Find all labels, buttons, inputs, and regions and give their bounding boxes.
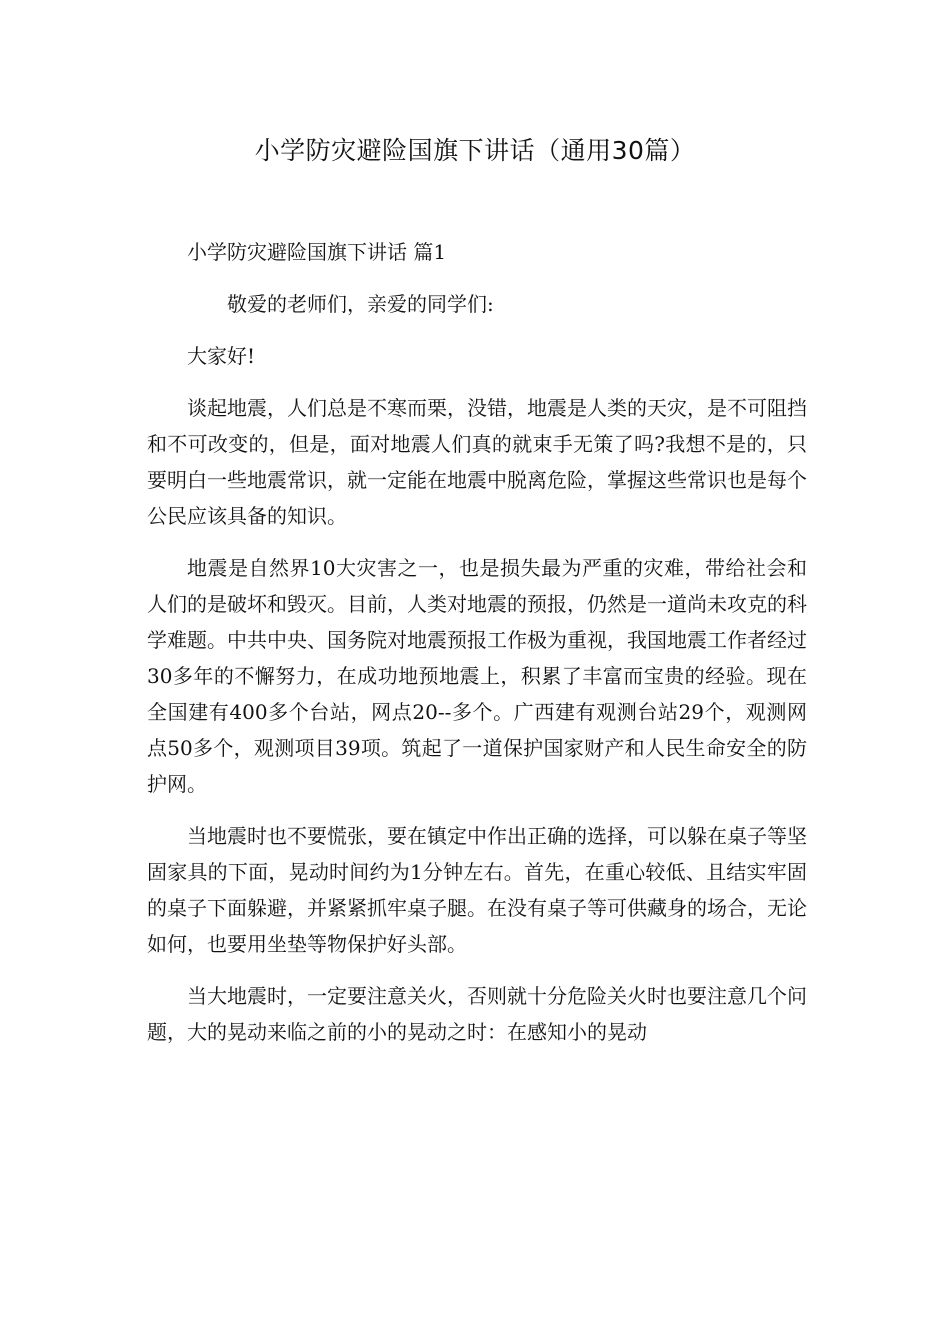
document-body <box>147 234 807 1066</box>
paragraph: 当地震时也不要慌张，要在镇定中作出正确的选择，可以躲在桌子等坚固家具的下面，晃动时间约为1分钟左右。首先，在重心较低、且结实牢固的桌子下面躲避，并紧紧抓牢桌子腿。在没有桌子等可供藏身的场合，无论如何，也要用坐垫等物保护好头部。 <box>147 824 807 956</box>
document-title: 小学防灾避险国旗下讲话（通用30篇） <box>254 136 696 165</box>
paragraph: 地震是自然界10大灾害之一，也是损失最为严重的灾难，带给社会和人们的是破坏和毁灭。目前，人类对地震的预报，仍然是一道尚未攻克的科学难题。中共中央、国务院对地震预报工作极为重视，我国地震工作者经过30多年的不懈努力，在成功地预地震上，积累了丰富而宝贵的经验。现在全国建有400多个台站，网点20--多个。广西建有观测台站29个，观测网点50多个，观测项目39项。筑起了一道保护国家财产和人民生命安全的防护网。 <box>147 556 807 796</box>
greeting: 大家好! <box>187 344 256 368</box>
section-heading: 小学防灾避险国旗下讲话 篇1 <box>187 240 447 264</box>
paragraph: 当大地震时，一定要注意关火，否则就十分危险关火时也要注意几个问题，大的晃动来临之前的小的晃动之时：在感知小的晃动 <box>147 984 807 1044</box>
paragraph: 谈起地震，人们总是不寒而栗，没错，地震是人类的天灾，是不可阻挡和不可改变的，但是，面对地震人们真的就束手无策了吗?我想不是的，只要明白一些地震常识，就一定能在地震中脱离危险，掌握这些常识也是每个公民应该具备的知识。 <box>147 396 807 528</box>
salutation: 敬爱的老师们，亲爱的同学们: <box>227 292 494 316</box>
